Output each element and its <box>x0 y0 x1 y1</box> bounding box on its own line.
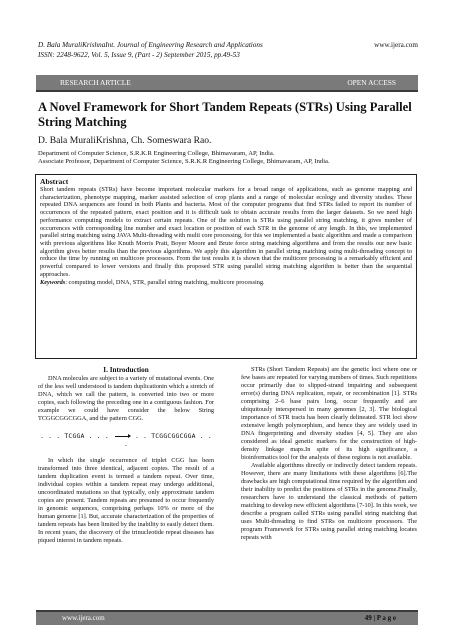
sequence-after: . . TCGGCGGCGGA . . . <box>123 432 212 448</box>
abstract-heading: Abstract <box>40 177 69 186</box>
keywords-label: Keywords <box>40 278 66 286</box>
footer-url[interactable]: www.ijera.com <box>62 614 105 622</box>
section-heading-introduction: I. Introduction <box>103 366 149 374</box>
citation-line-1: D. Bala MuraliKrishnaInt. Journal of Engineering Research and Applications <box>38 41 263 49</box>
header-url[interactable]: www.ijera.com <box>374 41 418 49</box>
running-header <box>38 41 418 60</box>
research-article-label: RESEARCH ARTICLE <box>60 78 131 87</box>
page-footer <box>36 610 418 625</box>
abstract-text: Short tandem repeats (STRs) have become important molecular markers for a broad range of applications, such as genome mapping and characterization, phenotype mapping, marker assisted selection of crop plants and a range of molecular ecology and diversity studies. These repeated DNA sequences are found in both Plants and bacteria. Most of the computer programs that find STRs failed to report its number of occurrences of the repeated pattern, exact position and it is difficult task to obtain accurate results from the larger datasets. So we need high performance computing models to extract certain repeats. One of the solution is STRs using parallel string matching, it gives number of occurrences with corresponding line number and exact location or position of each STR in the genome of any length. In this, we implemented parallel string matching using JAVA Multi-threading with multi core processing, for this we implemented a basic algorithm and made a comparison with previous algorithms like Knuth Morris Pratt, Boyer Moore and Brute force string matching algorithms and from the results our new basic algorithm gives better results than the previous algorithms. We apply this algorithm in parallel string matching using multi-threading concept to reduce the time by running on multicore processors. From the test results it is shown that the multicore processing is a remarkably efficient and powerful compared to lower versions and finally this proposed STR using parallel string matching algorithm is better than the sequential approaches. <box>40 186 412 278</box>
page-number: 49 | P a g e <box>364 614 396 622</box>
sequence-figure <box>38 432 214 448</box>
keywords-text: : computing model, DNA, STR, parallel string matching, multicore processing. <box>65 278 265 286</box>
intro-paragraph-3: STRs (Short Tandem Repeats) are the genetic loci where one or few bases are repeated for varying numbers of times. Such repetitions occur primarily due to slipped-strand impairing and subsequent error(s) during DNA replication, repair, or recombination [1]. STRs comprising 2–6 base pairs long, occur frequently and are ubiquitously interspersed in many genomes [2, 3]. The biological importance of STR tracts has been clearly delineated. STR loci show extensive length polymorphism, and hence they are widely used in DNA fingerprinting and diversity studies [4, 5]. They are also considered as ideal genetic markers for the construction of high-density linkage maps.In spite of its high significance, a bioinformatics tool for the analysis of these regions is not available. <box>241 366 417 461</box>
open-access-label: OPEN ACCESS <box>347 78 396 87</box>
article-type-band <box>36 75 418 92</box>
intro-paragraph-1: DNA molecules are subject to a variety of mutational events. One of the less well understood is tandem duplicationin which a stretch of DNA, which we call the pattern, is converted into two or more copies, each following the preceding one in a contiguous fashion. For example we could have consider the below String TCGGCGGCGGA, and the pattern CGG. <box>38 375 214 422</box>
left-column <box>38 366 214 545</box>
paper-authors: D. Bala MuraliKrishna, Ch. Someswara Rao. <box>38 135 212 146</box>
arrow-right-icon <box>115 436 129 437</box>
affiliation-2: Associate Professor, Department of Computer Science, S.R.K.R Engineering College, Bhimavaram, AP, India. <box>38 158 330 165</box>
keywords-line <box>40 279 412 287</box>
affiliation-1: Department of Computer Science, S.R.K.R Engineering College, Bhimavaram, AP, India. <box>38 150 275 157</box>
right-column <box>241 366 417 542</box>
intro-paragraph-4: Available algorithms directly or indirectly detect tandem repeats. However, there are many limitations with these algorithms [6].The drawbacks are high computational time required by the algorithm and their inability to predict the positions of STRs in the genome.Finally, researchers have to understand the classical methods of pattern matching to develop new efficient algorithms [7-10]. In this work, we describe a program called STRs using parallel string matching that uses Multi-threading to find STRs on multicore processors. The program Framework for STRs using parallel string matching locates repeats with <box>241 462 417 541</box>
citation-line-2: ISSN: 2248-9622, Vol. 5, Issue 9, (Part - 2) September 2015, pp.49-53 <box>38 50 240 59</box>
paper-title: A Novel Framework for Short Tandem Repeats (STRs) Using Parallel String Matching <box>38 100 412 129</box>
sequence-before: . . . TCGGA . . . <box>40 432 109 440</box>
intro-paragraph-2: In which the single occurrence of triplet CGG has been transformed into three identical, adjacent copies. The result of a tandem duplication event is termed a tandem repeat. Over time, individual copies within a tandem repeat may undergo additional, uncoordinated mutations so that typically, only approximate tandem copies are present. Tandem repeats are presumed to occur frequently in genomic sequences, comprising perhaps 10% or more of the human genome [1]. But, accurate characterization of the properties of tandem repeats has been limited by the inability to easily detect them. In recent years, the discovery of the trinucleotide repeat diseases has piqued interest in tandem repeats. <box>38 457 214 544</box>
abstract-box <box>35 174 417 359</box>
